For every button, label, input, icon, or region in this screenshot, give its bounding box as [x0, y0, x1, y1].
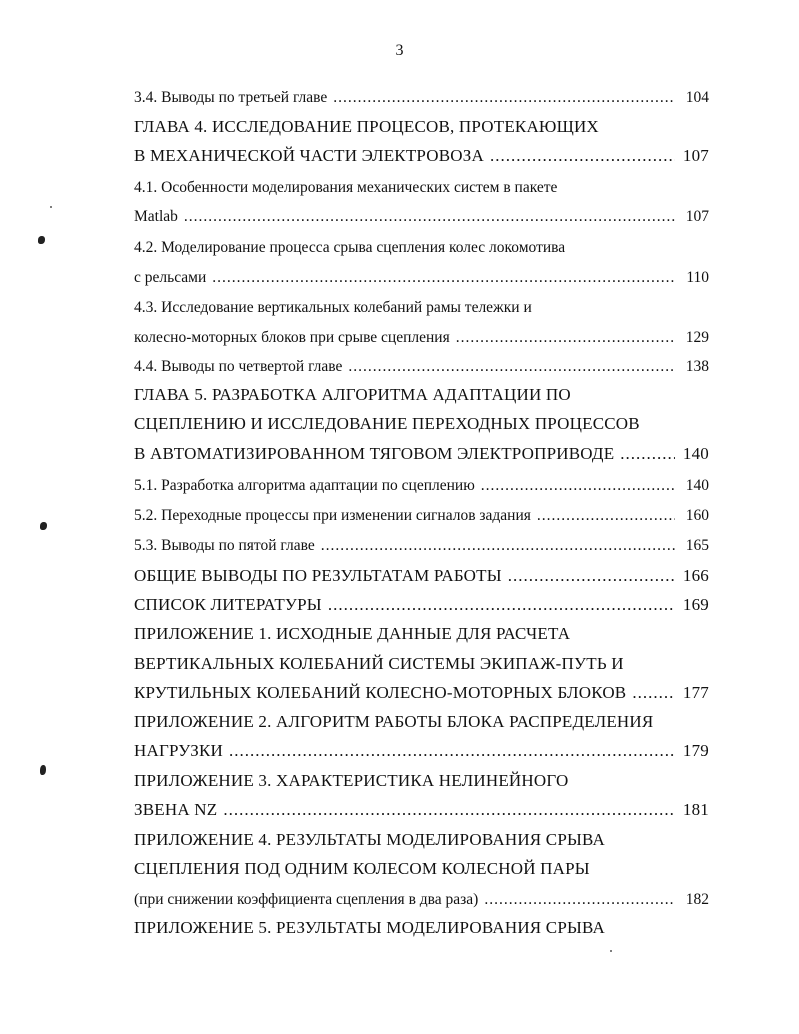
toc-leader-dots — [484, 890, 675, 910]
page-number: 3 — [395, 42, 404, 59]
toc-line — [134, 890, 709, 910]
toc-leader-dots — [212, 268, 675, 288]
toc-line — [134, 654, 709, 674]
toc-entry-text: 5.1. Разработка алгоритма адаптации по сцеплению — [134, 477, 475, 494]
toc-page-number: 181 — [682, 800, 709, 819]
toc-page-number: 138 — [685, 358, 709, 375]
toc-leader-dots — [537, 506, 675, 526]
toc-leader-dots — [229, 741, 675, 761]
toc-entry-text: ГЛАВА 5. РАЗРАБОТКА АЛГОРИТМА АДАПТАЦИИ ПО — [134, 385, 571, 404]
toc-entry-text: ПРИЛОЖЕНИЕ 1. ИСХОДНЫЕ ДАННЫЕ ДЛЯ РАСЧЕТА — [134, 624, 571, 643]
toc-line — [134, 918, 709, 938]
toc-leader-dots — [456, 328, 675, 348]
toc-entry-text: Matlab — [134, 208, 178, 225]
toc-entry-text: 5.3. Выводы по пятой главе — [134, 537, 315, 554]
toc-line — [134, 800, 709, 820]
toc-entry-text: СЦЕПЛЕНИЯ ПОД ОДНИМ КОЛЕСОМ КОЛЕСНОЙ ПАРЫ — [134, 859, 590, 878]
toc-leader-dots — [348, 357, 675, 377]
toc-line — [134, 859, 709, 879]
toc-line — [134, 830, 709, 850]
toc-entry-text: В АВТОМАТИЗИРОВАННОМ ТЯГОВОМ ЭЛЕКТРОПРИВОДЕ — [134, 444, 615, 463]
toc-line — [134, 506, 709, 526]
toc-page-number: 107 — [685, 208, 709, 225]
toc-entry-text: ПРИЛОЖЕНИЕ 5. РЕЗУЛЬТАТЫ МОДЕЛИРОВАНИЯ СРЫВА — [134, 918, 605, 937]
toc-leader-dots — [490, 146, 675, 166]
toc-page-number: 165 — [685, 537, 709, 554]
toc-line — [134, 328, 709, 348]
toc-leader-dots — [620, 444, 675, 464]
toc-entry-text: колесно-моторных блоков при срыве сцепления — [134, 329, 450, 346]
toc-line — [134, 566, 709, 586]
toc-line — [134, 624, 709, 644]
toc-line — [134, 298, 709, 318]
toc-leader-dots — [321, 536, 675, 556]
toc-entry-text: 5.2. Переходные процессы при изменении сигналов задания — [134, 507, 531, 524]
toc-entry-text: 4.3. Исследование вертикальных колебаний рамы тележки и — [134, 299, 532, 316]
toc-entry-text: В МЕХАНИЧЕСКОЙ ЧАСТИ ЭЛЕКТРОВОЗА — [134, 146, 484, 165]
toc-entry-text: СПИСОК ЛИТЕРАТУРЫ — [134, 595, 322, 614]
toc-line — [134, 683, 709, 703]
toc-line — [134, 414, 709, 434]
toc-entry-text: СЦЕПЛЕНИЮ И ИССЛЕДОВАНИЕ ПЕРЕХОДНЫХ ПРОЦЕССОВ — [134, 414, 640, 433]
toc-line — [134, 357, 709, 377]
toc-page-number: 129 — [685, 329, 709, 346]
toc-line — [134, 178, 709, 198]
toc-entry-text: ГЛАВА 4. ИССЛЕДОВАНИЕ ПРОЦЕСОВ, ПРОТЕКАЮЩИХ — [134, 117, 599, 136]
scan-speck — [50, 206, 52, 208]
toc-line — [134, 117, 709, 137]
toc-line — [134, 268, 709, 288]
toc-leader-dots — [333, 88, 675, 108]
toc-page-number: 177 — [682, 683, 709, 702]
toc-entry-text: ПРИЛОЖЕНИЕ 4. РЕЗУЛЬТАТЫ МОДЕЛИРОВАНИЯ СРЫВА — [134, 830, 605, 849]
toc-entry-text: ОБЩИЕ ВЫВОДЫ ПО РЕЗУЛЬТАТАМ РАБОТЫ — [134, 566, 502, 585]
toc-entry-text: 4.1. Особенности моделирования механических систем в пакете — [134, 179, 558, 196]
toc-entry-text: ЗВЕНА NZ — [134, 800, 218, 819]
toc-entry-text: 4.4. Выводы по четвертой главе — [134, 358, 343, 375]
toc-entry-text: ПРИЛОЖЕНИЕ 3. ХАРАКТЕРИСТИКА НЕЛИНЕЙНОГО — [134, 771, 569, 790]
toc-entry-text: КРУТИЛЬНЫХ КОЛЕБАНИЙ КОЛЕСНО-МОТОРНЫХ БЛОКОВ — [134, 683, 627, 702]
toc-page-number: 104 — [685, 89, 709, 106]
toc-line — [134, 146, 709, 166]
toc-page-number: 110 — [686, 269, 709, 286]
toc-leader-dots — [508, 566, 675, 586]
toc-line — [134, 712, 709, 732]
toc-line — [134, 207, 709, 227]
toc-page-number: 160 — [685, 507, 709, 524]
toc-page-number: 169 — [682, 595, 709, 614]
toc-line — [134, 741, 709, 761]
scan-artifact — [38, 236, 45, 244]
scan-artifact — [40, 522, 47, 530]
toc-leader-dots — [184, 207, 675, 227]
toc-entry-text: 4.2. Моделирование процесса срыва сцепления колес локомотива — [134, 239, 566, 256]
toc-entry-text: НАГРУЗКИ — [134, 741, 223, 760]
toc-line — [134, 476, 709, 496]
toc-page-number: 107 — [682, 146, 709, 165]
toc-entry-text: 3.4. Выводы по третьей главе — [134, 89, 328, 106]
toc-entry-text: ВЕРТИКАЛЬНЫХ КОЛЕБАНИЙ СИСТЕМЫ ЭКИПАЖ-ПУТЬ И — [134, 654, 624, 673]
toc-leader-dots — [481, 476, 675, 496]
toc-line — [134, 88, 709, 108]
toc-leader-dots — [223, 800, 675, 820]
toc-page-number: 166 — [682, 566, 709, 585]
scan-speck — [610, 950, 612, 952]
toc-entry-text: с рельсами — [134, 269, 207, 286]
scan-artifact — [40, 765, 46, 775]
toc-page-number: 182 — [685, 891, 709, 908]
toc-line — [134, 771, 709, 791]
toc-line — [134, 536, 709, 556]
toc-entry-text: (при снижении коэффициента сцепления в два раза) — [134, 891, 479, 908]
toc-page-number: 140 — [685, 477, 709, 494]
toc-line — [134, 444, 709, 464]
toc-line — [134, 385, 709, 405]
toc-entry-text: ПРИЛОЖЕНИЕ 2. АЛГОРИТМ РАБОТЫ БЛОКА РАСПРЕДЕЛЕНИЯ — [134, 712, 654, 731]
toc-page-number: 140 — [682, 444, 709, 463]
toc-page-number: 179 — [682, 741, 709, 760]
toc-line — [134, 595, 709, 615]
toc-leader-dots — [632, 683, 675, 703]
toc-line — [134, 238, 709, 258]
toc-leader-dots — [328, 595, 675, 615]
